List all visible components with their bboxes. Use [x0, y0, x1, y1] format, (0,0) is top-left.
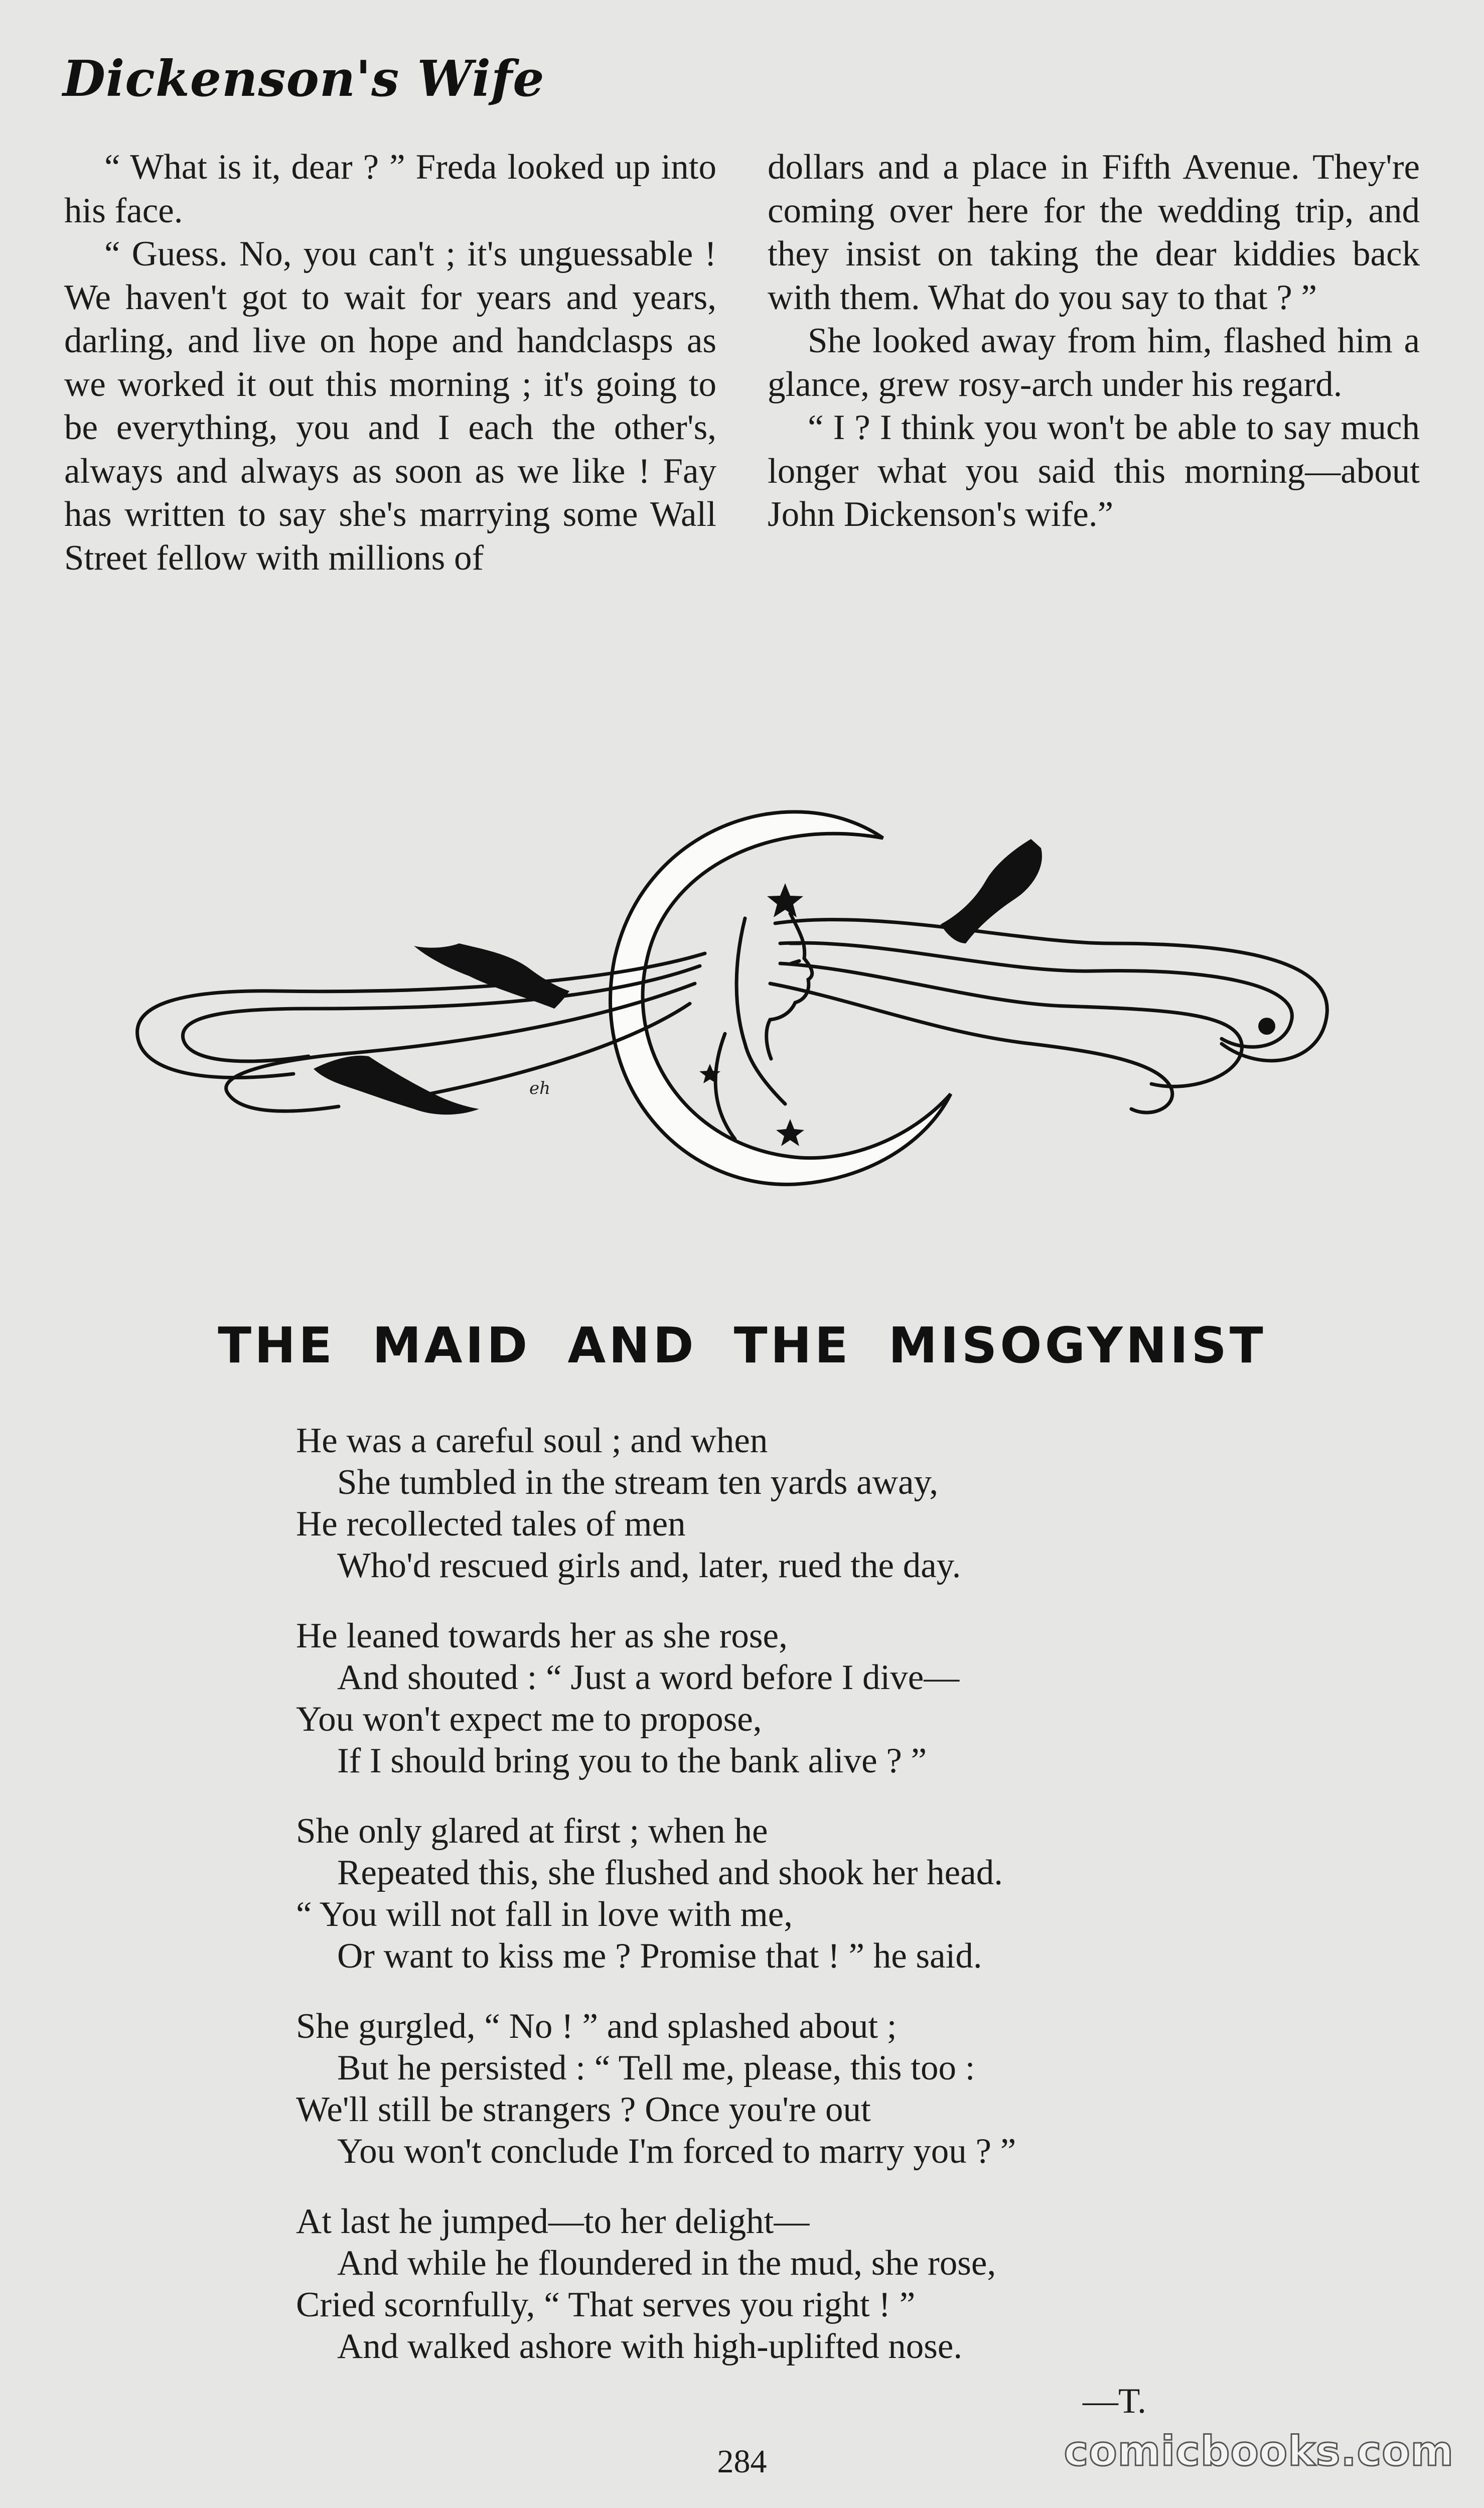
poem-line: But he persisted : “ Tell me, please, this too : — [337, 2048, 975, 2087]
story-paragraph: “ Guess. No, you can't ; it's unguessable ! We haven't got to wait for years and years, darling, and live on hope and handclasps as we worked it out this morning ; it's going to be everything, you and I each the other's, always and always as soon as we like ! Fay has written to say she's marrying some Wall Street fellow with millions of — [64, 234, 716, 578]
poem-line: You won't conclude I'm forced to marry you ? ” — [337, 2132, 1016, 2171]
poem-line: He leaned towards her as she rose, — [296, 1616, 788, 1655]
poem-body — [296, 1420, 1016, 2396]
story-paragraph: She looked away from him, flashed him a glance, grew rosy-arch under his regard. — [768, 321, 1420, 404]
poem-line: And walked ashore with high-uplifted nose. — [337, 2327, 963, 2366]
star-icon — [776, 1119, 804, 1146]
poem-line: You won't expect me to propose, — [296, 1700, 762, 1739]
poem-stanza — [296, 1615, 1016, 1782]
poem-line: He was a careful soul ; and when — [296, 1421, 768, 1460]
star-icon — [767, 883, 803, 917]
crescent-moon-icon — [611, 812, 951, 1184]
poem-stanza — [296, 1810, 1016, 1977]
poem-line: And shouted : “ Just a word before I dive— — [337, 1658, 960, 1697]
poem-stanza — [296, 1420, 1016, 1587]
story-column-right — [768, 146, 1420, 536]
poem-stanza — [296, 2006, 1016, 2172]
site-watermark: comicbooks.com — [1064, 2428, 1454, 2475]
poem-stanza — [296, 2201, 1016, 2367]
poem-line: Cried scornfully, “ That serves you right ! ” — [296, 2285, 916, 2324]
poem-line: At last he jumped—to her delight— — [296, 2202, 810, 2241]
poem-line: She only glared at first ; when he — [296, 1812, 768, 1851]
story-paragraph: “ I ? I think you won't be able to say much longer what you said this morning—about John Dickenson's wife.” — [768, 408, 1420, 534]
flowing-hair-right — [775, 920, 1327, 1061]
story-paragraph-continued: dollars and a place in Fifth Avenue. They're coming over here for the wedding trip, and they insist on taking the dear kiddies back with them. What do you say to that ? ” — [768, 148, 1420, 317]
poem-title: THE MAID AND THE MISOGYNIST — [218, 1317, 1266, 1374]
poem-line: He recollected tales of men — [296, 1504, 686, 1544]
poem-line: Repeated this, she flushed and shook her head. — [337, 1853, 1003, 1892]
poem-line: Who'd rescued girls and, later, rued the day. — [337, 1546, 961, 1585]
page-number: 284 — [717, 2443, 767, 2480]
story-paragraph: “ What is it, dear ? ” Freda looked up into his face. — [64, 148, 716, 230]
poem-line: If I should bring you to the bank alive ? ” — [337, 1741, 927, 1780]
bat-icon — [414, 943, 569, 1009]
poem-line: And while he floundered in the mud, she rose, — [337, 2244, 996, 2283]
poem-line: She gurgled, “ No ! ” and splashed about ; — [296, 2007, 897, 2046]
poem-signature: —T. — [1083, 2382, 1146, 2421]
poem-line: We'll still be strangers ? Once you're out — [296, 2090, 871, 2129]
moon-maiden-illustration — [128, 793, 1342, 1214]
story-column-left — [64, 146, 716, 580]
poem-line: “ You will not fall in love with me, — [296, 1895, 793, 1934]
poem-line: She tumbled in the stream ten yards away, — [337, 1463, 939, 1502]
bat-icon — [941, 839, 1042, 943]
artist-initials: eh — [529, 1078, 551, 1098]
poem-line: Or want to kiss me ? Promise that ! ” he said. — [337, 1936, 982, 1976]
running-title: Dickenson's Wife — [63, 50, 545, 108]
